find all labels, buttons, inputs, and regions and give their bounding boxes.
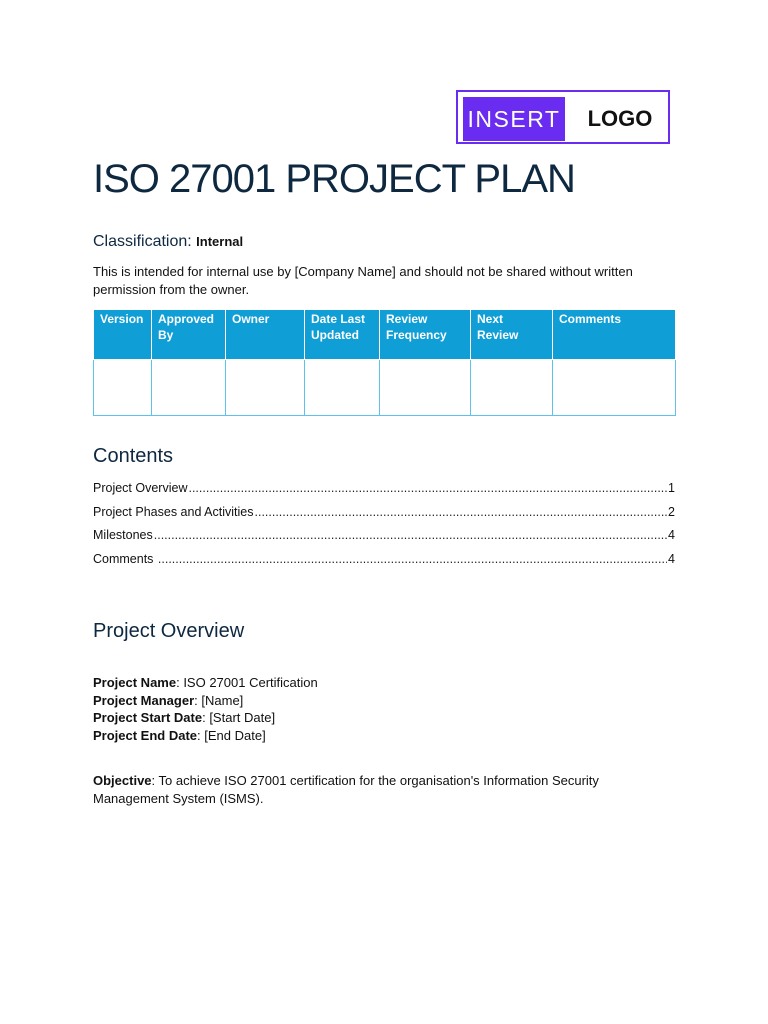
cell-version[interactable] [94, 360, 152, 416]
detail-label: Project Manager [93, 692, 195, 708]
detail-value: : [Name] [194, 692, 244, 708]
header-date-last-updated: Date Last Updated [305, 310, 380, 360]
project-overview-heading: Project Overview [93, 620, 245, 642]
detail-project-manager [93, 692, 318, 710]
version-control-table [93, 309, 676, 416]
project-details [93, 674, 318, 744]
cell-date-last-updated[interactable] [305, 360, 380, 416]
toc-leader [154, 528, 667, 542]
header-next-review: Next Review [471, 310, 553, 360]
header-comments: Comments [553, 310, 676, 360]
detail-project-name [93, 674, 318, 692]
header-owner: Owner [226, 310, 305, 360]
header-version: Version [94, 310, 152, 360]
table-header-row [94, 310, 676, 360]
objective-label: Objective [93, 773, 152, 788]
classification-value: Internal [196, 234, 244, 249]
toc-leader [255, 505, 668, 519]
toc-entry-milestones[interactable] [93, 528, 675, 552]
detail-label: Project Start Date [93, 710, 203, 725]
logo-text: LOGO [587, 106, 653, 131]
toc-entry-project-overview[interactable] [93, 481, 675, 505]
detail-value: : ISO 27001 Certification [176, 675, 318, 690]
detail-label: Project End Date [93, 727, 198, 743]
detail-label: Project Name [93, 675, 177, 690]
objective-text: : To achieve ISO 27001 certification for the organisation's Information Security Management System (ISMS). [93, 773, 599, 806]
classification-line [93, 232, 243, 252]
toc-label: Milestones [93, 528, 153, 542]
intro-paragraph: This is intended for internal use by [Company Name] and should not be shared without written permission from the owner. [93, 264, 633, 297]
cell-approved-by[interactable] [152, 360, 226, 416]
toc-entry-comments[interactable] [93, 552, 675, 576]
header-review-frequency: Review Frequency [380, 310, 471, 360]
document-title: ISO 27001 PROJECT PLAN [93, 157, 575, 201]
objective-paragraph [93, 772, 653, 807]
toc-leader [188, 481, 667, 495]
detail-start-date [93, 709, 318, 727]
toc-label: Project Overview [93, 481, 188, 495]
detail-value: : [Start Date] [202, 710, 276, 725]
toc-label: Project Phases and Activities [93, 504, 254, 519]
detail-value: : [End Date] [197, 727, 266, 743]
cell-review-frequency[interactable] [380, 360, 471, 416]
cell-next-review[interactable] [471, 360, 553, 416]
contents-heading: Contents [93, 445, 174, 467]
logo-insert-block: INSERT [463, 97, 565, 141]
classification-label: Classification: [93, 233, 192, 250]
toc-page-number: 4 [668, 528, 675, 542]
toc-label: Comments [93, 551, 157, 566]
cell-comments[interactable] [553, 360, 676, 416]
toc-page-number: 4 [668, 551, 675, 566]
toc-entry-project-phases[interactable] [93, 505, 675, 529]
table-of-contents [93, 481, 675, 575]
toc-leader [158, 552, 667, 566]
toc-page-number: 2 [668, 504, 675, 519]
header-approved-by: Approved By [152, 310, 226, 360]
detail-end-date [93, 727, 318, 745]
cell-owner[interactable] [226, 360, 305, 416]
logo-placeholder [456, 90, 670, 144]
toc-page-number: 1 [668, 481, 675, 495]
table-row [94, 360, 676, 416]
